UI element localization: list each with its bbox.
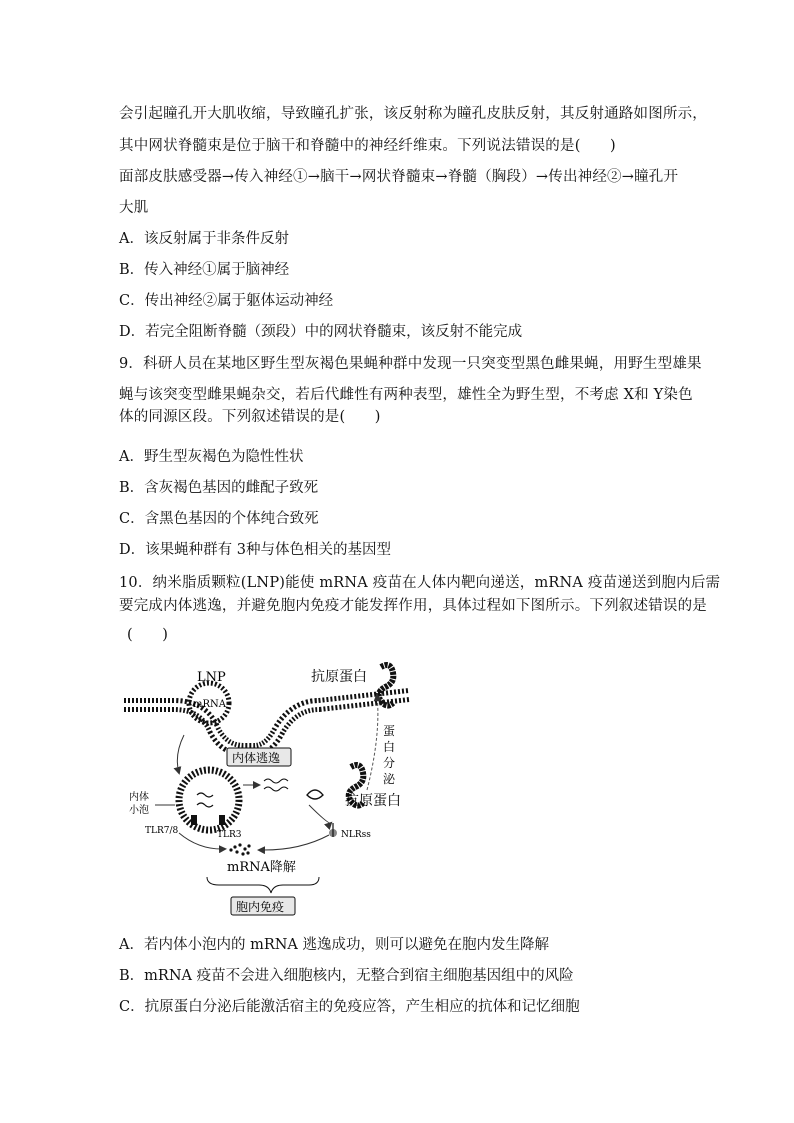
q10-option-c[interactable]: C．抗原蛋白分泌后能激活宿主的免疫应答，产生相应的抗体和记忆细胞 — [119, 999, 580, 1015]
q9-stem-line-2: 蝇与该突变型雌果蝇杂交，若后代雌性有两种表型，雄性全为野生型，不考虑 X和 Y染色 — [119, 387, 693, 403]
antigen-right-label: 抗原蛋白 — [345, 793, 401, 809]
q8-stem-line-2: 其中网状脊髓束是位于脑干和脊髓中的神经纤维束。下列说法错误的是( ) — [119, 138, 616, 154]
q9-stem-line-1: 9．科研人员在某地区野生型灰褐色果蝇种群中发现一只突变型黑色雌果蝇，用野生型雄果 — [119, 356, 702, 372]
q8-option-c[interactable]: C．传出神经②属于躯体运动神经 — [119, 293, 334, 309]
q10-stem-line-3: ( ) — [127, 627, 169, 643]
ribosome-icon — [307, 790, 323, 799]
q10-option-a[interactable]: A．若内体小泡内的 mRNA 逃逸成功，则可以避免在胞内发生降解 — [119, 937, 550, 953]
tlr3-label: TLR3 — [217, 830, 242, 840]
endosome-label-1: 内体 — [129, 792, 149, 803]
antigen-top-label: 抗原蛋白 — [311, 669, 367, 685]
lnp-mrna-figure — [119, 655, 419, 920]
lnp-mrna-label: mRNA — [193, 699, 226, 710]
q9-option-b[interactable]: B．含灰褐色基因的雌配子致死 — [119, 480, 319, 496]
intracellular-immunity-label: 胞内免疫 — [236, 900, 285, 914]
secretion-char-2: 白 — [383, 740, 396, 754]
tlr78-label: TLR7/8 — [145, 826, 179, 836]
q8-option-b[interactable]: B．传入神经①属于脑神经 — [119, 262, 290, 278]
secretion-char-4: 泌 — [383, 772, 396, 786]
secretion-char-3: 分 — [383, 756, 396, 770]
q9-option-d[interactable]: D．该果蝇种群有 3种与体色相关的基因型 — [119, 542, 391, 558]
q8-stem-line-1: 会引起瞳孔开大肌收缩，导致瞳孔扩张，该反射称为瞳孔皮肤反射，其反射通路如图所示， — [119, 106, 707, 122]
q8-stem-line-4: 大肌 — [119, 200, 149, 216]
secretion-arrow — [367, 695, 378, 790]
q9-option-a[interactable]: A．野生型灰褐色为隐性性状 — [119, 449, 304, 465]
degraded-mrna-dots — [229, 843, 250, 855]
endosome-vesicle — [179, 770, 239, 830]
q8-option-a[interactable]: A．该反射属于非条件反射 — [119, 231, 289, 247]
q10-stem-line-1: 10．纳米脂质颗粒(LNP)能使 mRNA 疫苗在人体内靶向递送，mRNA 疫苗递送到胞内后需 — [119, 575, 721, 591]
q10-option-b[interactable]: B．mRNA 疫苗不会进入细胞核内，无整合到宿主细胞基因组中的风险 — [119, 968, 574, 984]
q8-stem-line-3: 面部皮肤感受器→传入神经①→脑干→网状脊髓束→脊髓（胸段）→传出神经②→瞳孔开 — [119, 169, 679, 185]
brace — [207, 877, 319, 893]
q9-stem-line-3: 体的同源区段。下列叙述错误的是( ) — [119, 409, 381, 425]
q10-stem-line-2: 要完成内体逃逸，并避免胞内免疫才能发挥作用，具体过程如下图所示。下列叙述错误的是 — [119, 598, 707, 614]
lnp-label: LNP — [197, 670, 226, 685]
mrna-degradation-label: mRNA降解 — [227, 860, 296, 875]
q8-option-d[interactable]: D．若完全阻断脊髓（颈段）中的网状脊髓束，该反射不能完成 — [119, 324, 523, 340]
q9-option-c[interactable]: C．含黑色基因的个体纯合致死 — [119, 511, 319, 527]
endosome-escape-label: 内体逃逸 — [232, 751, 281, 765]
secretion-char-1: 蛋 — [383, 724, 396, 738]
endosome-label-2: 小泡 — [129, 805, 149, 816]
nlrss-label: NLRss — [341, 830, 371, 840]
